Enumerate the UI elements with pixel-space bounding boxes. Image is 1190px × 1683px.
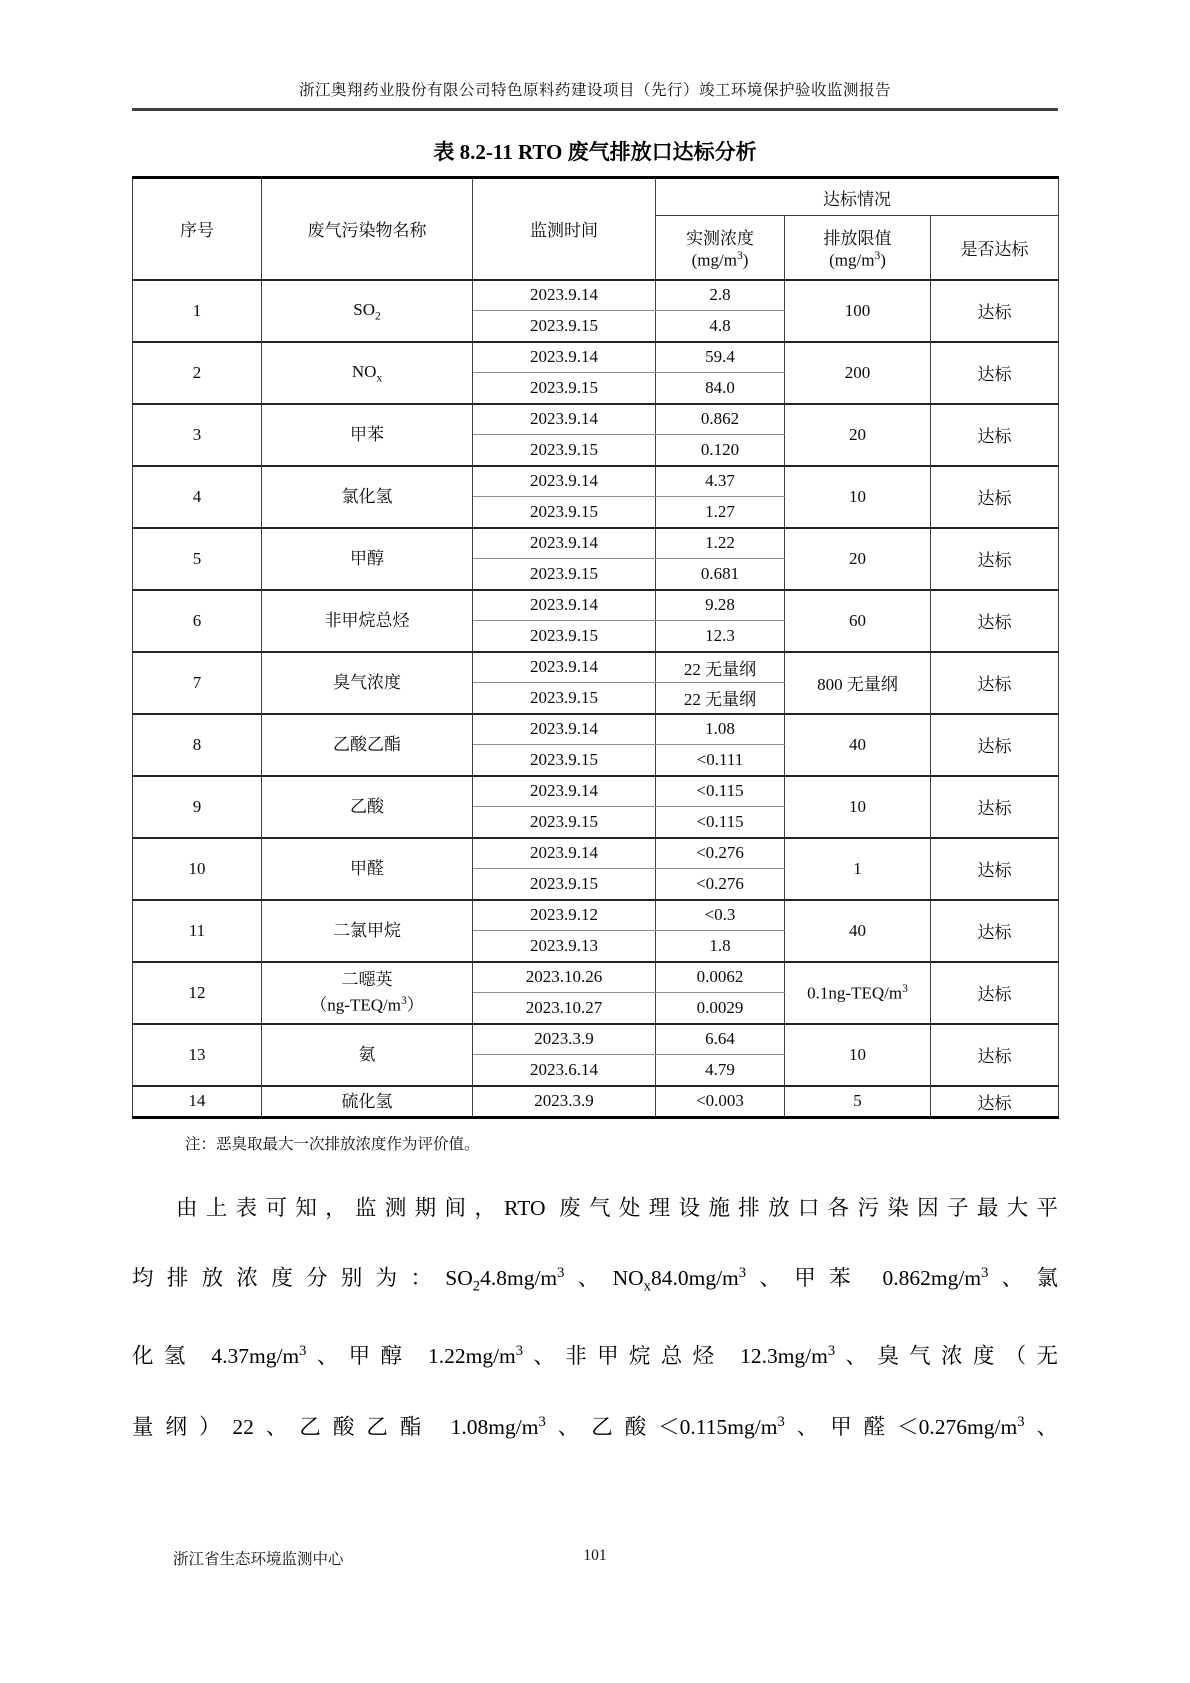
- table-row: [133, 280, 1059, 311]
- measured-value-cell: 12.3: [656, 621, 785, 652]
- limit-cell: 10: [785, 466, 931, 528]
- page-number: 101: [583, 1547, 607, 1564]
- document-header-title: 浙江奥翔药业股份有限公司特色原料药建设项目（先行）竣工环境保护验收监测报告: [298, 82, 891, 99]
- pollutant-name-cell: 二噁英 $(ng-TEQ/m^3)$: [262, 962, 473, 1024]
- table-row: [133, 900, 1059, 931]
- limit-cell: 20: [785, 528, 931, 590]
- measured-value-cell: 6.64: [656, 1024, 785, 1055]
- measured-value-cell: 4.8: [656, 311, 785, 342]
- pass-cell: 达标: [931, 590, 1059, 652]
- measured-value-cell: 4.37: [656, 466, 785, 497]
- limit-cell: 10: [785, 1024, 931, 1086]
- pollutant-name-cell: 臭气浓度: [262, 652, 473, 714]
- monitor-date-cell: 2023.9.15: [473, 373, 656, 404]
- limit-cell: 800 无量纲: [785, 652, 931, 714]
- monitor-date-cell: 2023.9.14: [473, 280, 656, 311]
- pass-cell: 达标: [931, 466, 1059, 528]
- limit-cell: 60: [785, 590, 931, 652]
- pollutant-name-cell: 二氯甲烷: [262, 900, 473, 962]
- paragraph-line: 均排放浓度分别为：$SO_24.8mg/m^3$、$NO_x84.0mg/m^3$、甲苯 $0.862mg/m^3$、氯: [132, 1265, 1058, 1295]
- monitor-date-cell: 2023.9.14: [473, 652, 656, 683]
- measured-value-cell: 1.8: [656, 931, 785, 962]
- measured-value-cell: <0.111: [656, 745, 785, 776]
- limit-cell: 5: [785, 1086, 931, 1118]
- seq-cell: 7: [133, 652, 262, 714]
- table-row: [133, 962, 1059, 993]
- monitor-date-cell: 2023.3.9: [473, 1086, 656, 1118]
- pollutant-name-cell: 甲苯: [262, 404, 473, 466]
- pollutant-name-cell: 甲醇: [262, 528, 473, 590]
- pollutant-name-cell: 硫化氢: [262, 1086, 473, 1118]
- measured-value-cell: 22 无量纲: [656, 652, 785, 683]
- measured-value-cell: 0.681: [656, 559, 785, 590]
- pass-cell: 达标: [931, 776, 1059, 838]
- footer-institution: 浙江省生态环境监测中心: [173, 1551, 344, 1568]
- seq-cell: 2: [133, 342, 262, 404]
- monitor-date-cell: 2023.6.14: [473, 1055, 656, 1086]
- measured-value-cell: 0.120: [656, 435, 785, 466]
- measured-value-cell: 1.08: [656, 714, 785, 745]
- monitor-date-cell: 2023.9.15: [473, 869, 656, 900]
- measured-value-cell: 22 无量纲: [656, 683, 785, 714]
- seq-cell: 1: [133, 280, 262, 342]
- monitor-date-cell: 2023.9.14: [473, 714, 656, 745]
- limit-cell: 20: [785, 404, 931, 466]
- measured-value-cell: 0.0029: [656, 993, 785, 1024]
- measured-value-cell: 1.22: [656, 528, 785, 559]
- pollutant-name-cell: $NO_x$: [262, 342, 473, 404]
- monitor-date-cell: 2023.9.15: [473, 311, 656, 342]
- paragraph-line: 量纲）22、乙酸乙酯 $1.08mg/m^3$、乙酸$<0.115mg/m^3$、甲醛$<0.276mg/m^3$、: [132, 1413, 1059, 1439]
- pass-cell: 达标: [931, 962, 1059, 1024]
- measured-value-cell: 84.0: [656, 373, 785, 404]
- measured-value-cell: 59.4: [656, 342, 785, 373]
- measured-value-cell: 4.79: [656, 1055, 785, 1086]
- limit-cell: $0.1ng-TEQ/m^3$: [785, 962, 931, 1024]
- monitor-date-cell: 2023.9.14: [473, 776, 656, 807]
- table-row: [133, 652, 1059, 683]
- measured-value-cell: <0.115: [656, 807, 785, 838]
- monitor-date-cell: 2023.9.15: [473, 435, 656, 466]
- monitor-date-cell: 2023.9.14: [473, 466, 656, 497]
- pass-cell: 达标: [931, 342, 1059, 404]
- monitor-date-cell: 2023.9.14: [473, 342, 656, 373]
- monitor-date-cell: 2023.9.14: [473, 528, 656, 559]
- seq-cell: 13: [133, 1024, 262, 1086]
- limit-cell: 100: [785, 280, 931, 342]
- measured-value-cell: 2.8: [656, 280, 785, 311]
- pollutant-name-cell: 甲醛: [262, 838, 473, 900]
- table-row: [133, 590, 1059, 621]
- table-row: [133, 714, 1059, 745]
- column-header-limit: 排放限值 $(mg/m^3)$: [785, 216, 931, 280]
- measured-value-cell: 0.0062: [656, 962, 785, 993]
- limit-cell: 40: [785, 714, 931, 776]
- seq-cell: 10: [133, 838, 262, 900]
- table-row: [133, 776, 1059, 807]
- pollutant-name-cell: 氯化氢: [262, 466, 473, 528]
- pollutant-name-cell: 乙酸乙酯: [262, 714, 473, 776]
- table-row: [133, 342, 1059, 373]
- pollutant-name-cell: 乙酸: [262, 776, 473, 838]
- monitor-date-cell: 2023.9.15: [473, 621, 656, 652]
- limit-cell: 40: [785, 900, 931, 962]
- seq-cell: 9: [133, 776, 262, 838]
- measured-value-cell: 9.28: [656, 590, 785, 621]
- paragraph-line: 由上表可知，监测期间，RTO 废气处理设施排放口各污染因子最大平: [176, 1196, 1058, 1220]
- pollutant-name-cell: 氨: [262, 1024, 473, 1086]
- limit-cell: 200: [785, 342, 931, 404]
- table-row: [133, 838, 1059, 869]
- paragraph-line: 化氢 $4.37mg/m^3$、甲醇 $1.22mg/m^3$、非甲烷总烃 $12.3mg/m^3$、臭气浓度（无: [132, 1343, 1058, 1369]
- monitor-date-cell: 2023.9.15: [473, 497, 656, 528]
- table-note: 注：恶臭取最大一次排放浓度作为评价值。: [185, 1136, 480, 1153]
- measured-value-cell: 1.27: [656, 497, 785, 528]
- seq-cell: 5: [133, 528, 262, 590]
- table-header-row: [133, 178, 1059, 216]
- measured-value-cell: <0.3: [656, 900, 785, 931]
- column-header-measured: 实测浓度 $(mg/m^3)$: [656, 216, 785, 280]
- pass-cell: 达标: [931, 1024, 1059, 1086]
- monitor-date-cell: 2023.3.9: [473, 1024, 656, 1055]
- seq-cell: 11: [133, 900, 262, 962]
- seq-cell: 3: [133, 404, 262, 466]
- column-header-time: 监测时间: [473, 178, 656, 280]
- monitor-date-cell: 2023.9.12: [473, 900, 656, 931]
- table-row: [133, 466, 1059, 497]
- pass-cell: 达标: [931, 652, 1059, 714]
- limit-cell: 10: [785, 776, 931, 838]
- monitor-date-cell: 2023.9.15: [473, 683, 656, 714]
- header-divider: [132, 108, 1058, 111]
- monitor-date-cell: 2023.10.27: [473, 993, 656, 1024]
- measured-value-cell: <0.276: [656, 869, 785, 900]
- table-row: [133, 528, 1059, 559]
- measured-value-cell: 0.862: [656, 404, 785, 435]
- monitor-date-cell: 2023.10.26: [473, 962, 656, 993]
- seq-cell: 14: [133, 1086, 262, 1118]
- table-row: [133, 1086, 1059, 1118]
- pass-cell: 达标: [931, 280, 1059, 342]
- monitor-date-cell: 2023.9.14: [473, 590, 656, 621]
- monitor-date-cell: 2023.9.13: [473, 931, 656, 962]
- measured-value-cell: <0.003: [656, 1086, 785, 1118]
- pass-cell: 达标: [931, 838, 1059, 900]
- pollutant-name-cell: 非甲烷总烃: [262, 590, 473, 652]
- emission-compliance-table: [132, 176, 1059, 1119]
- limit-cell: 1: [785, 838, 931, 900]
- column-header-pollutant: 废气污染物名称: [262, 178, 473, 280]
- measured-value-cell: <0.115: [656, 776, 785, 807]
- monitor-date-cell: 2023.9.14: [473, 404, 656, 435]
- seq-cell: 12: [133, 962, 262, 1024]
- pass-cell: 达标: [931, 404, 1059, 466]
- monitor-date-cell: 2023.9.15: [473, 745, 656, 776]
- monitor-date-cell: 2023.9.15: [473, 807, 656, 838]
- column-header-compliance-group: 达标情况: [656, 178, 1059, 216]
- table-row: [133, 404, 1059, 435]
- seq-cell: 4: [133, 466, 262, 528]
- pass-cell: 达标: [931, 714, 1059, 776]
- column-header-pass: 是否达标: [931, 216, 1059, 280]
- body-paragraph: [132, 1176, 1058, 1460]
- pollutant-name-cell: $SO_2$: [262, 280, 473, 342]
- pass-cell: 达标: [931, 900, 1059, 962]
- pass-cell: 达标: [931, 1086, 1059, 1118]
- monitor-date-cell: 2023.9.15: [473, 559, 656, 590]
- measured-value-cell: <0.276: [656, 838, 785, 869]
- column-header-seq: 序号: [133, 178, 262, 280]
- table-title: 表 8.2-11 RTO 废气排放口达标分析: [433, 140, 757, 164]
- pass-cell: 达标: [931, 528, 1059, 590]
- seq-cell: 8: [133, 714, 262, 776]
- table-row: [133, 1024, 1059, 1055]
- seq-cell: 6: [133, 590, 262, 652]
- monitor-date-cell: 2023.9.14: [473, 838, 656, 869]
